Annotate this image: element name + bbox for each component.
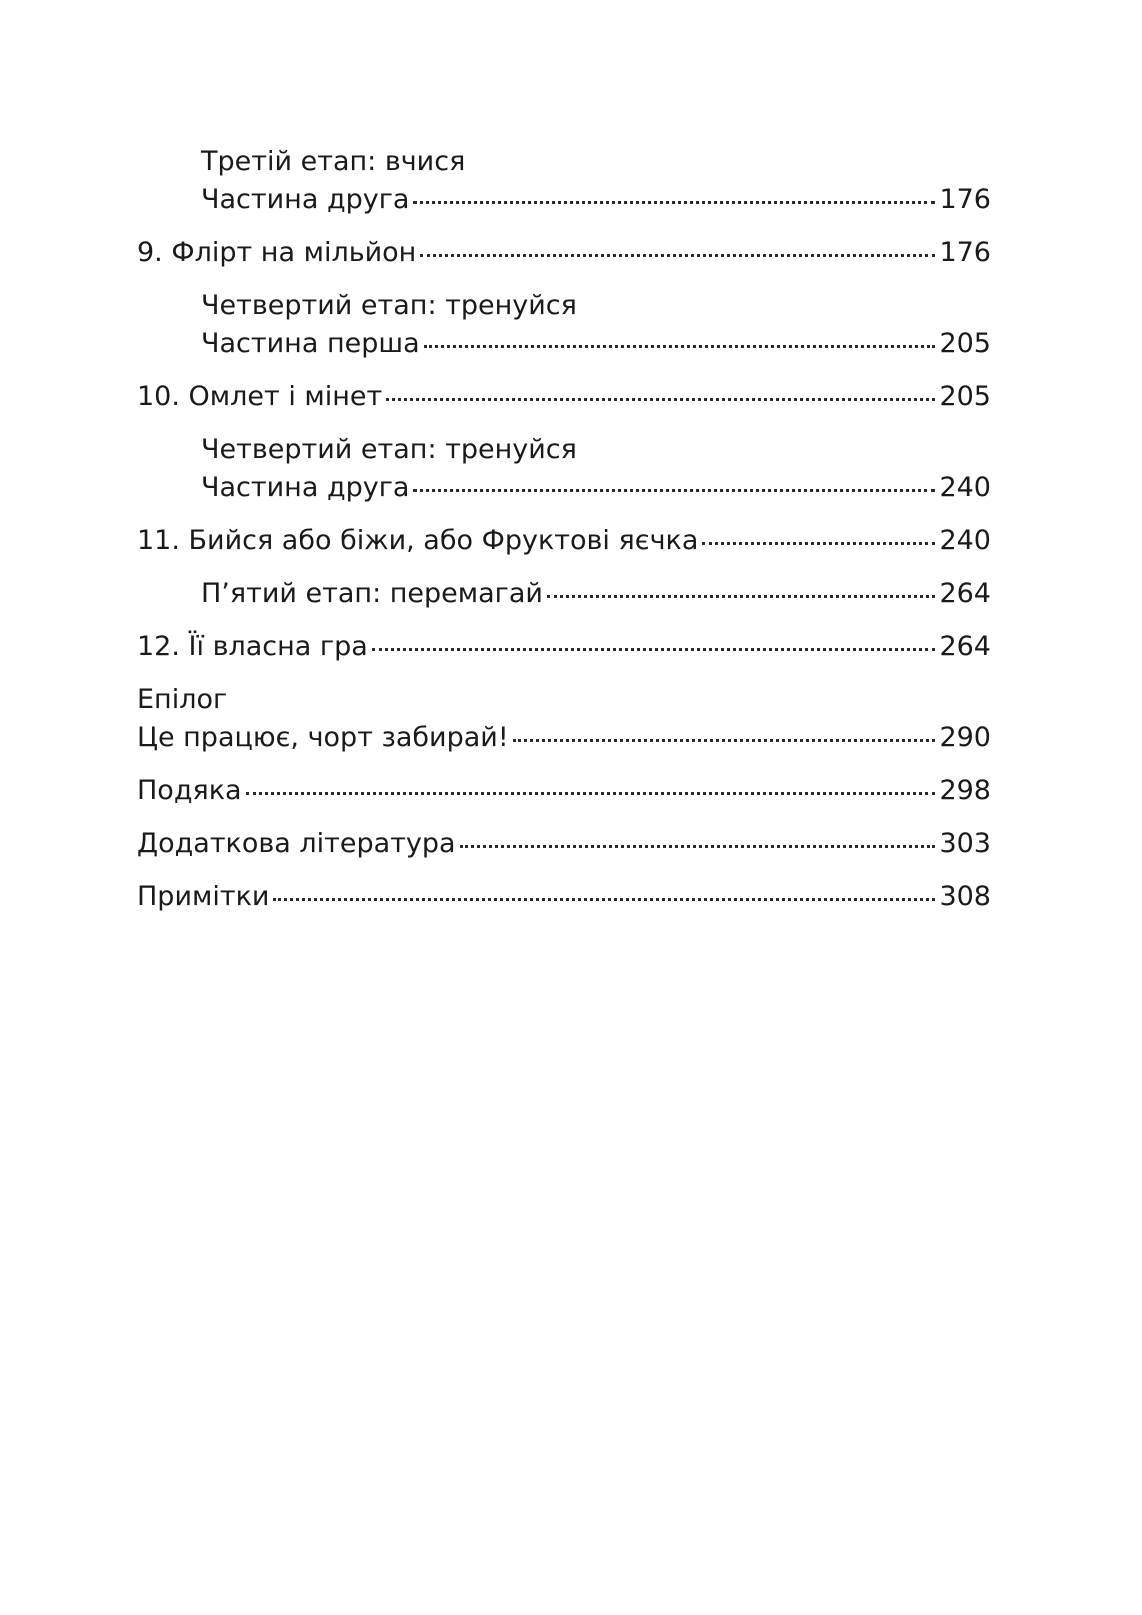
toc-entry [137,772,991,810]
toc-page-number: 264 [939,578,991,609]
toc-entry [137,522,991,560]
toc-page-number: 205 [939,381,991,412]
toc-line [137,522,991,560]
toc-line [137,878,991,916]
toc-page-number: 176 [939,184,991,215]
toc-entry-title: 12. Її власна гра [137,631,368,662]
toc-section-heading: Третій етап: вчися [201,146,466,177]
toc-entry-title: Частина друга [201,184,410,215]
toc-page-number: 303 [939,828,991,859]
toc-entry-title: 11. Бийся або біжи, або Фруктові яєчка [137,525,699,556]
toc-entry-title: Подяка [137,775,242,806]
toc-line [201,469,991,507]
dot-leader [702,541,935,545]
toc-entry-title: Частина перша [201,328,420,359]
toc-page-number: 176 [939,237,991,268]
toc-line [201,181,991,219]
dot-leader [386,397,935,401]
toc-entry [137,825,991,863]
toc-entry-title: Примітки [137,881,270,912]
toc-line [137,825,991,863]
dot-leader [372,647,936,651]
toc-entry [137,575,991,613]
dot-leader [547,594,935,598]
toc-entry [137,628,991,666]
toc-line [137,772,991,810]
dot-leader [413,200,935,204]
dot-leader [424,344,936,348]
toc-section-heading: Четвертий етап: тренуйся [201,434,577,465]
toc-entry [137,143,991,219]
toc-entry [137,378,991,416]
dot-leader [273,897,935,901]
toc-line [137,628,991,666]
toc-page-number: 240 [939,525,991,556]
toc-entry-title: Частина друга [201,472,410,503]
toc-entry-title: Додаткова література [137,828,456,859]
toc-line [201,325,991,363]
dot-leader [246,791,936,795]
toc-page-number: 240 [939,472,991,503]
toc-entry [137,878,991,916]
toc-entry [137,234,991,272]
toc-line [201,575,991,613]
dot-leader [513,738,936,742]
dot-leader [413,488,935,492]
toc-entry-title: 9. Флірт на мільйон [137,237,417,268]
toc-entry-title: Це працює, чорт забирай! [137,722,509,753]
dot-leader [460,844,936,848]
toc-entry [137,431,991,507]
toc-section-heading: Четвертий етап: тренуйся [201,290,577,321]
dot-leader [420,253,935,257]
toc-entry [137,681,991,757]
toc-line [137,719,991,757]
toc-page-number: 298 [939,775,991,806]
toc-line [137,378,991,416]
toc-page-number: 290 [939,722,991,753]
toc-page-number: 205 [939,328,991,359]
table-of-contents [137,143,991,931]
toc-line [137,234,991,272]
toc-page-number: 264 [939,631,991,662]
toc-entry-title: П’ятий етап: перемагай [201,578,543,609]
toc-entry [137,287,991,363]
toc-page-number: 308 [939,881,991,912]
toc-entry-title: 10. Омлет і мінет [137,381,383,412]
toc-section-heading: Епілог [137,684,228,715]
